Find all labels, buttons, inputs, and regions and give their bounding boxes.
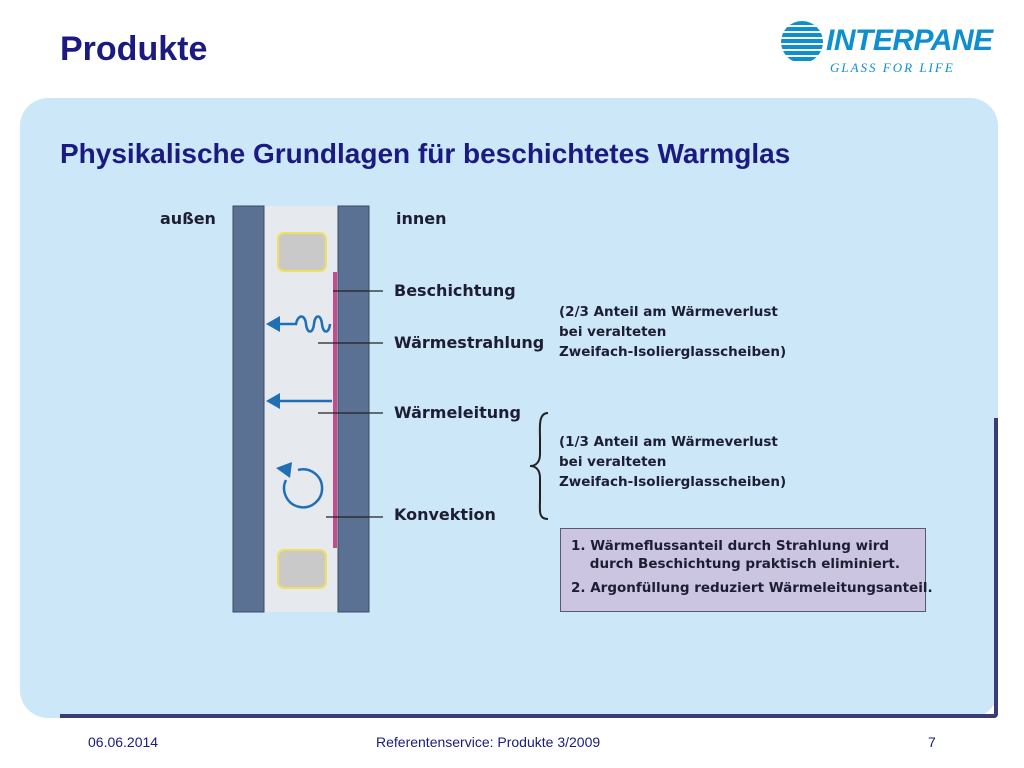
radiation-note-line: Zweifach-Isolierglasscheiben) <box>559 344 787 360</box>
radiation-note <box>559 302 786 362</box>
conduction-note-line: Zweifach-Isolierglasscheiben) <box>559 474 787 490</box>
panel-edge-right <box>994 418 998 718</box>
logo-wordmark: INTERPANE <box>826 24 993 57</box>
conduction-note <box>559 432 786 492</box>
globe-icon <box>780 20 824 64</box>
radiation-note-line: (2/3 Anteil am Wärmeverlust <box>559 304 778 320</box>
coating-label: Beschichtung <box>394 281 516 300</box>
panel-edge-bottom <box>60 714 998 718</box>
radiation-label: Wärmestrahlung <box>394 333 545 352</box>
content-heading: Physikalische Grundlagen für beschichtetes Warmglas <box>60 138 791 169</box>
slide-title: Produkte <box>60 30 208 68</box>
summary-item: 2. Argonfüllung reduziert Wärmeleitungsanteil. <box>571 580 933 596</box>
footer-center: Referentenservice: Produkte 3/2009 <box>376 734 601 750</box>
conduction-note-line: bei veralteten <box>559 454 667 470</box>
summary-box <box>560 528 933 612</box>
summary-item: 1. Wärmeflussanteil durch Strahlung wird durch Beschichtung praktisch eliminiert. <box>571 538 900 572</box>
inside-label: innen <box>396 209 447 228</box>
page-number: 7 <box>928 734 936 750</box>
convection-label: Konvektion <box>394 505 496 524</box>
conduction-label: Wärmeleitung <box>394 403 521 422</box>
radiation-note-line: bei veralteten <box>559 324 667 340</box>
footer-date: 06.06.2014 <box>88 734 159 750</box>
logo-tagline: GLASS FOR LIFE <box>830 60 955 75</box>
conduction-note-line: (1/3 Anteil am Wärmeverlust <box>559 434 778 450</box>
interpane-logo <box>778 18 1003 84</box>
outside-label: außen <box>160 209 216 228</box>
